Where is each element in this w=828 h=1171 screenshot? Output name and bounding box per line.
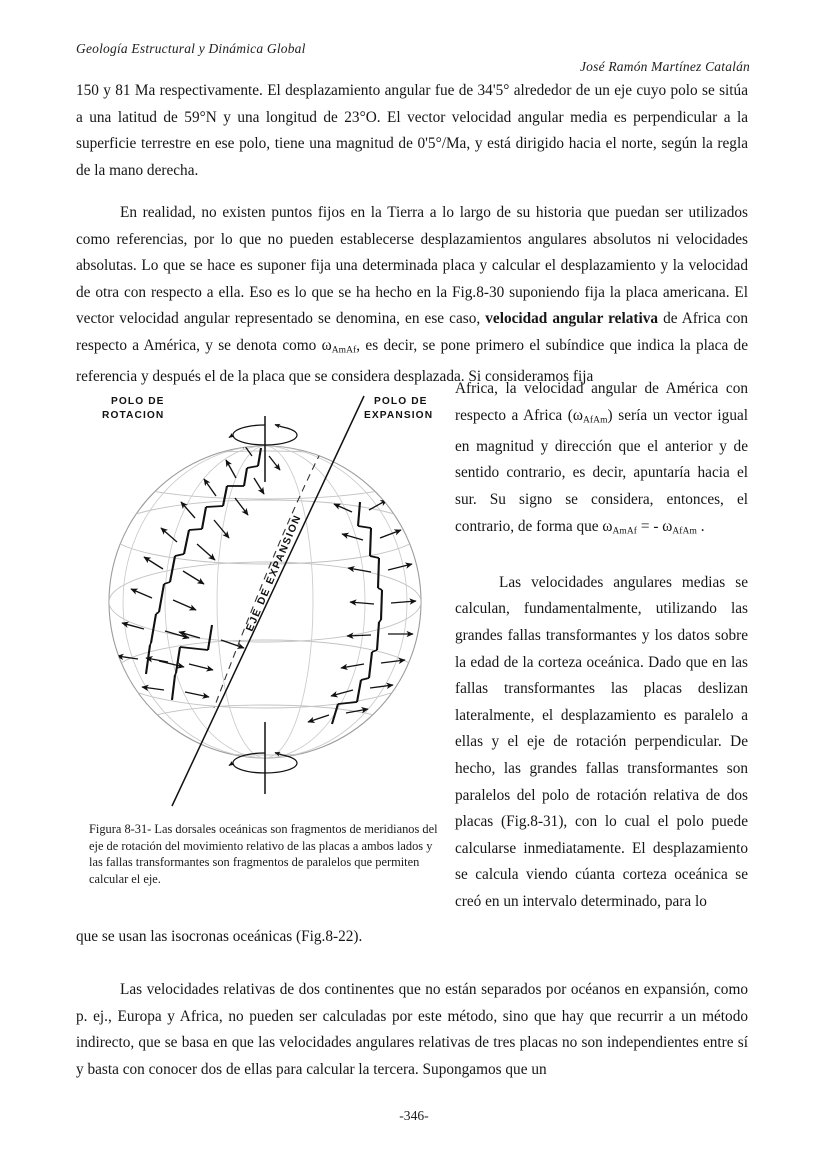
- figure-illustration: [76, 382, 454, 814]
- ridge-segments-right: [357, 502, 382, 702]
- right-paragraph-2: [455, 570, 748, 916]
- right-p1-c: = - ω: [637, 517, 673, 535]
- right-text-column: [455, 376, 748, 916]
- right-p1-b: ) sería un vector igual en magnitud y dirección que el anterior y de sentido contrario, es decir, apuntaría hacia el sur. Su signo se considera, entonces, el contrario, de forma que ω: [455, 406, 749, 535]
- label-pole-expansion-line1: POLO DE: [374, 396, 428, 407]
- sphere-ridge-transform-diagram: [76, 382, 454, 814]
- figure-8-31: [76, 376, 454, 924]
- continuation-text: que se usan las isocronas oceánicas (Fig.8-22).: [76, 928, 363, 945]
- final-paragraph-text: Las velocidades relativas de dos continentes que no están separados por océanos en expansión, como p. ej., Europa y Africa, no pueden ser calculadas por este método, sino que hay que recurrir a un método indirecto, que se basa en que las velocidades angulares relativas de tres placas no son independientes entre sí y basta con conocer dos de ellas para calcular la tercera. Supongamos que un: [76, 981, 748, 1078]
- running-head-title: Geología Estructural y Dinámica Global: [76, 41, 306, 56]
- omega-subscript-afam-2: AfAm: [672, 526, 697, 537]
- page-number: -346-: [399, 1108, 429, 1123]
- paragraph-1-text: 150 y 81 Ma respectivamente. El desplazamiento angular fue de 34'5° alrededor de un eje cuyo polo se sitúa a una latitud de 59°N y una longitud de 23°O. El vector velocidad angular media es perpendicular a la superficie terrestre en ese polo, tiene una magnitud de 0'5°/Ma, y está dirigido hacia el norte, según la regla de la mano derecha.: [76, 82, 748, 179]
- final-paragraph: [76, 977, 748, 1083]
- spreading-arrows-right-lower: [308, 709, 368, 722]
- omega-subscript-amaf-2: AmAf: [612, 526, 638, 537]
- transform-fault-segments-right-lower: [338, 702, 357, 704]
- rotation-arrow-top: [229, 425, 297, 445]
- paragraph-2-bold-term: velocidad angular relativa: [485, 310, 659, 328]
- spreading-arrows-left-lower: [142, 632, 244, 697]
- paragraph-2: [76, 200, 748, 391]
- right-p1-a: Africa, la velocidad angular de América con respecto a Africa (ω: [455, 380, 748, 424]
- right-p2-text: Las velocidades angulares medias se calculan, fundamentalmente, utilizando las grandes fallas transformantes y los datos sobre la edad de la corteza oceánica. Dado que en las fallas transformantes las placas deslizan lateralmente, el desplazamiento es paralelo a ellas y el eje de rotación perpendicular. De hecho, las grandes fallas transformantes son paralelos del polo de rotación relativa de dos placas (Fig.8-31), con lo cual el polo puede calcularse inmediatamente. El desplazamiento se calcula viendo cúanta corteza oceánica se creó en un intervalo determinado, para lo: [455, 573, 748, 910]
- paragraph-1: [76, 78, 748, 184]
- paragraph-2-text-b: de Africa con respecto a América, y se denota como ω: [76, 310, 748, 354]
- right-paragraph-1: [455, 376, 748, 545]
- figure-caption: Figura 8-31- Las dorsales oceánicas son fragmentos de meridianos del eje de rotación del movimiento relativo de las placas a ambos lados y las fallas transformantes son fragmentos de paralelos que permiten calcular el eje.: [89, 822, 438, 886]
- ridge-segments-right-lower: [332, 704, 338, 724]
- label-axis-expansion: EJE DE EXPANSION: [244, 512, 304, 634]
- running-head-author: José Ramón Martínez Catalán: [579, 59, 750, 74]
- ridge-transform-system-right: [308, 500, 416, 724]
- omega-subscript-amaf: AmAf: [331, 345, 357, 356]
- omega-subscript-afam-1: AfAm: [582, 415, 608, 426]
- paragraph-2-text-a: En realidad, no existen puntos fijos en la Tierra a lo largo de su historia que puedan ser utilizados como referencias, por lo que no pueden establecerse desplazamientos angulares absolutos ni velocidades absolutas. Lo que se hace es suponer fija una determinada placa y calcular el desplazamiento y la velocidad de otra con respecto a ella. Eso es lo que se ha hecho en la Fig.8-30 suponiendo fija la placa americana. El vector velocidad angular representado se denomina, en ese caso,: [76, 204, 748, 328]
- paragraph-2-text-c: , es decir, se pone primero el subíndice que indica la placa de referencia y después el de la placa que se considera desplazada. Si consideramos fija: [76, 336, 748, 386]
- continuation-line: [76, 924, 748, 951]
- label-pole-rotation-line1: POLO DE: [111, 396, 165, 407]
- figure-and-column-zone: [76, 376, 748, 924]
- right-p1-d: .: [696, 517, 705, 535]
- label-pole-expansion-line2: EXPANSION: [364, 410, 434, 421]
- label-pole-rotation-line2: ROTACION: [102, 410, 165, 421]
